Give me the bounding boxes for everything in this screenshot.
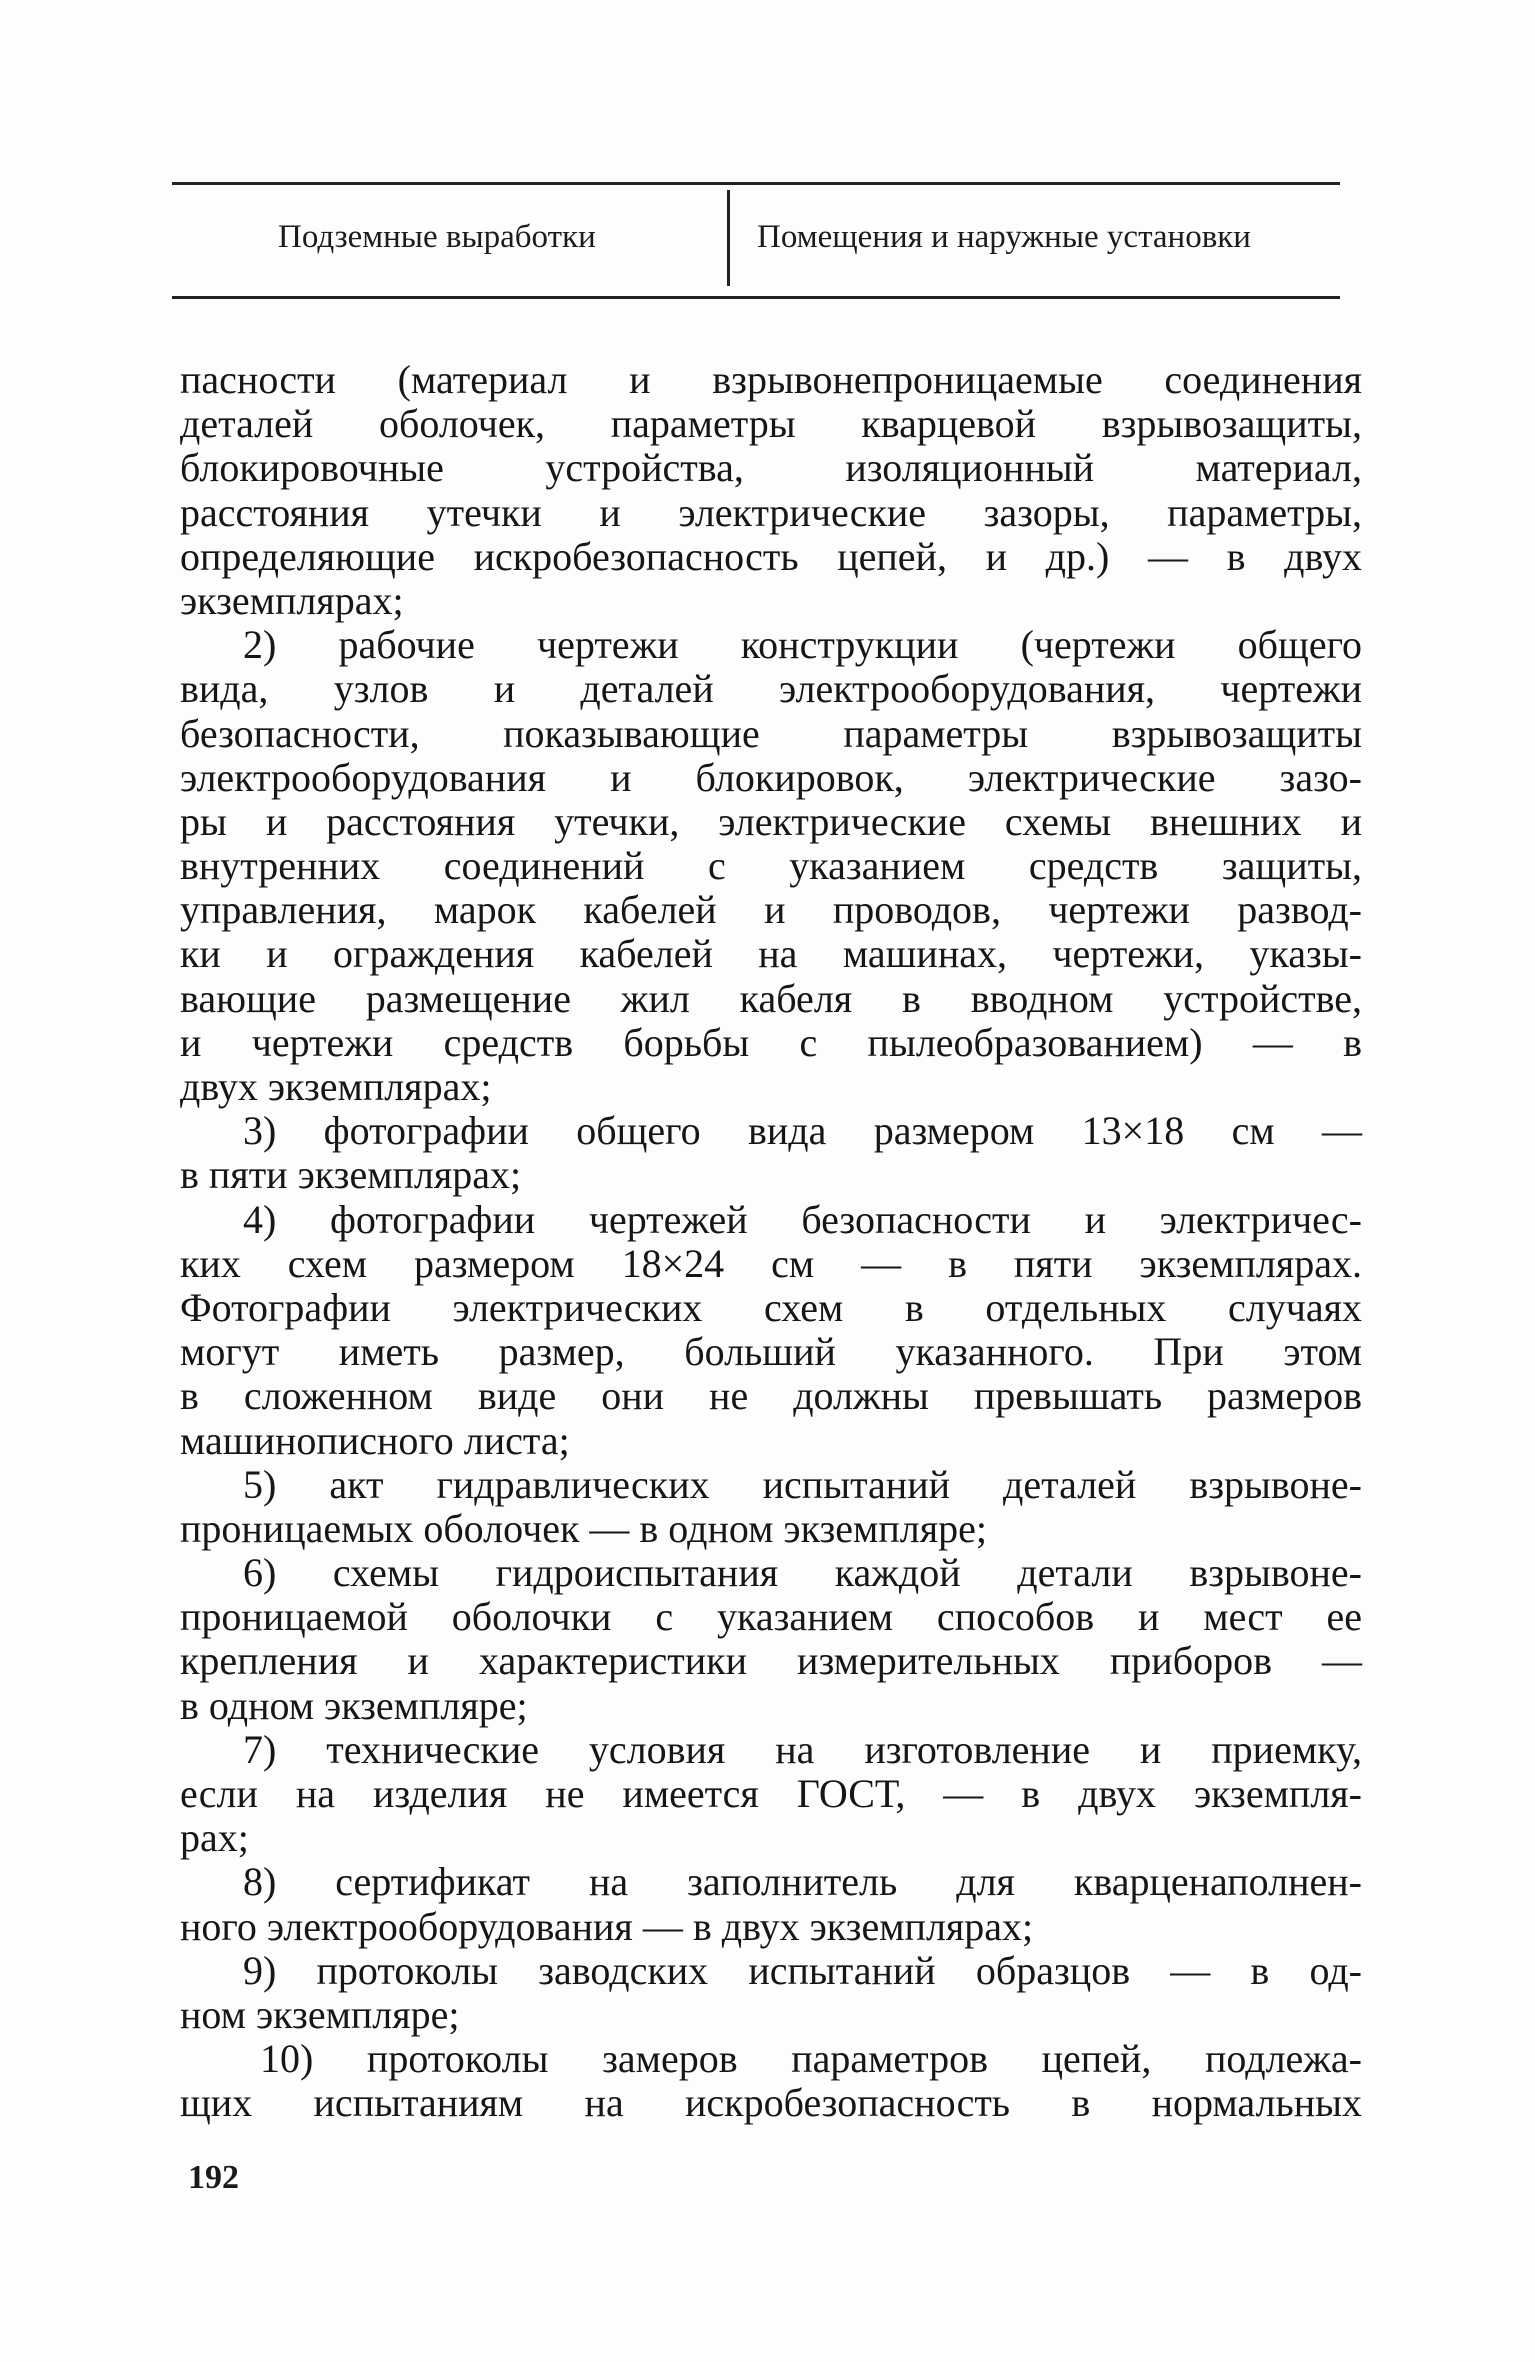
text-line: пасности (материал и взрывонепроницаемые соединения (180, 357, 1362, 402)
text-line: 10) протоколы замеров параметров цепей, подлежа- (260, 2036, 1362, 2082)
text-line: в пяти экземплярах; (180, 1152, 522, 1198)
text-line: ры и расстояния утечки, электрические схемы внешних и (180, 798, 1362, 844)
text-line: электрооборудования и блокировок, электрические зазо- (180, 754, 1362, 800)
text-line: могут иметь размер, больший указанного. При этом (180, 1329, 1362, 1375)
text-line: деталей оболочек, параметры кварцевой взрывозащиты, (180, 401, 1362, 447)
text-line: ких схем размером 18×24 см — в пяти экземплярах. (180, 1240, 1362, 1286)
text-line: вида, узлов и деталей электрооборудования, чертежи (180, 666, 1362, 712)
text-line: машинописного листа; (180, 1417, 570, 1463)
text-line: рах; (180, 1815, 249, 1861)
body-text (180, 358, 1362, 2126)
text-line: щих испытаниям на искробезопасность в нормальных (180, 2080, 1362, 2126)
text-line: Фотографии электрических схем в отдельных случаях (180, 1284, 1362, 1330)
text-line: расстояния утечки и электрические зазоры, параметры, (180, 489, 1362, 535)
text-line: 2) рабочие чертежи конструкции (чертежи общего (243, 622, 1362, 668)
header-bottom-rule (172, 296, 1340, 299)
text-line: блокировочные устройства, изоляционный материал, (180, 445, 1362, 491)
text-line: 6) схемы гидроиспытания каждой детали взрывоне- (243, 1550, 1362, 1596)
text-line: вающие размещение жил кабеля в вводном устройстве, (180, 975, 1362, 1021)
text-line: управления, марок кабелей и проводов, чертежи развод- (180, 887, 1362, 933)
running-header-right: Помещения и наружные установки (757, 219, 1251, 255)
text-line: экземплярах; (180, 577, 404, 623)
text-line: 3) фотографии общего вида размером 13×18 см — (243, 1108, 1362, 1154)
text-line: ки и ограждения кабелей на машинах, чертежи, указы- (180, 931, 1362, 977)
text-line: и чертежи средств борьбы с пылеобразованием) — в (180, 1019, 1362, 1065)
text-line: безопасности, показывающие параметры взрывозащиты (180, 710, 1362, 756)
text-line: 7) технические условия на изготовление и приемку, (243, 1726, 1362, 1772)
text-line: 8) сертификат на заполнитель для кварценаполнен- (243, 1859, 1362, 1905)
text-line: 5) акт гидравлических испытаний деталей взрывоне- (243, 1461, 1362, 1507)
text-line: 4) фотографии чертежей безопасности и электричес- (243, 1196, 1362, 1242)
text-line: ном экземпляре; (180, 1991, 460, 2037)
text-line: проницаемых оболочек — в одном экземпляре; (180, 1505, 987, 1551)
text-line: определяющие искробезопасность цепей, и др.) — в двух (180, 533, 1362, 579)
page-number: 192 (188, 2159, 239, 2196)
running-header-left: Подземные выработки (278, 219, 596, 255)
text-line: двух экземплярах; (180, 1064, 492, 1109)
text-line: в одном экземпляре; (180, 1682, 528, 1728)
text-line: в сложенном виде они не должны превышать размеров (180, 1373, 1362, 1419)
text-line: ного электрооборудования — в двух экземплярах; (180, 1903, 1034, 1949)
text-line: крепления и характеристики измерительных приборов — (180, 1638, 1362, 1684)
header-top-rule (172, 182, 1340, 185)
header-column-divider (727, 190, 730, 286)
text-line: проницаемой оболочки с указанием способов и мест ее (180, 1594, 1362, 1640)
text-line: внутренних соединений с указанием средств защиты, (180, 843, 1362, 889)
text-line: если на изделия не имеется ГОСТ, — в двух экземпля- (180, 1771, 1362, 1816)
text-line: 9) протоколы заводских испытаний образцов — в од- (243, 1947, 1362, 1993)
